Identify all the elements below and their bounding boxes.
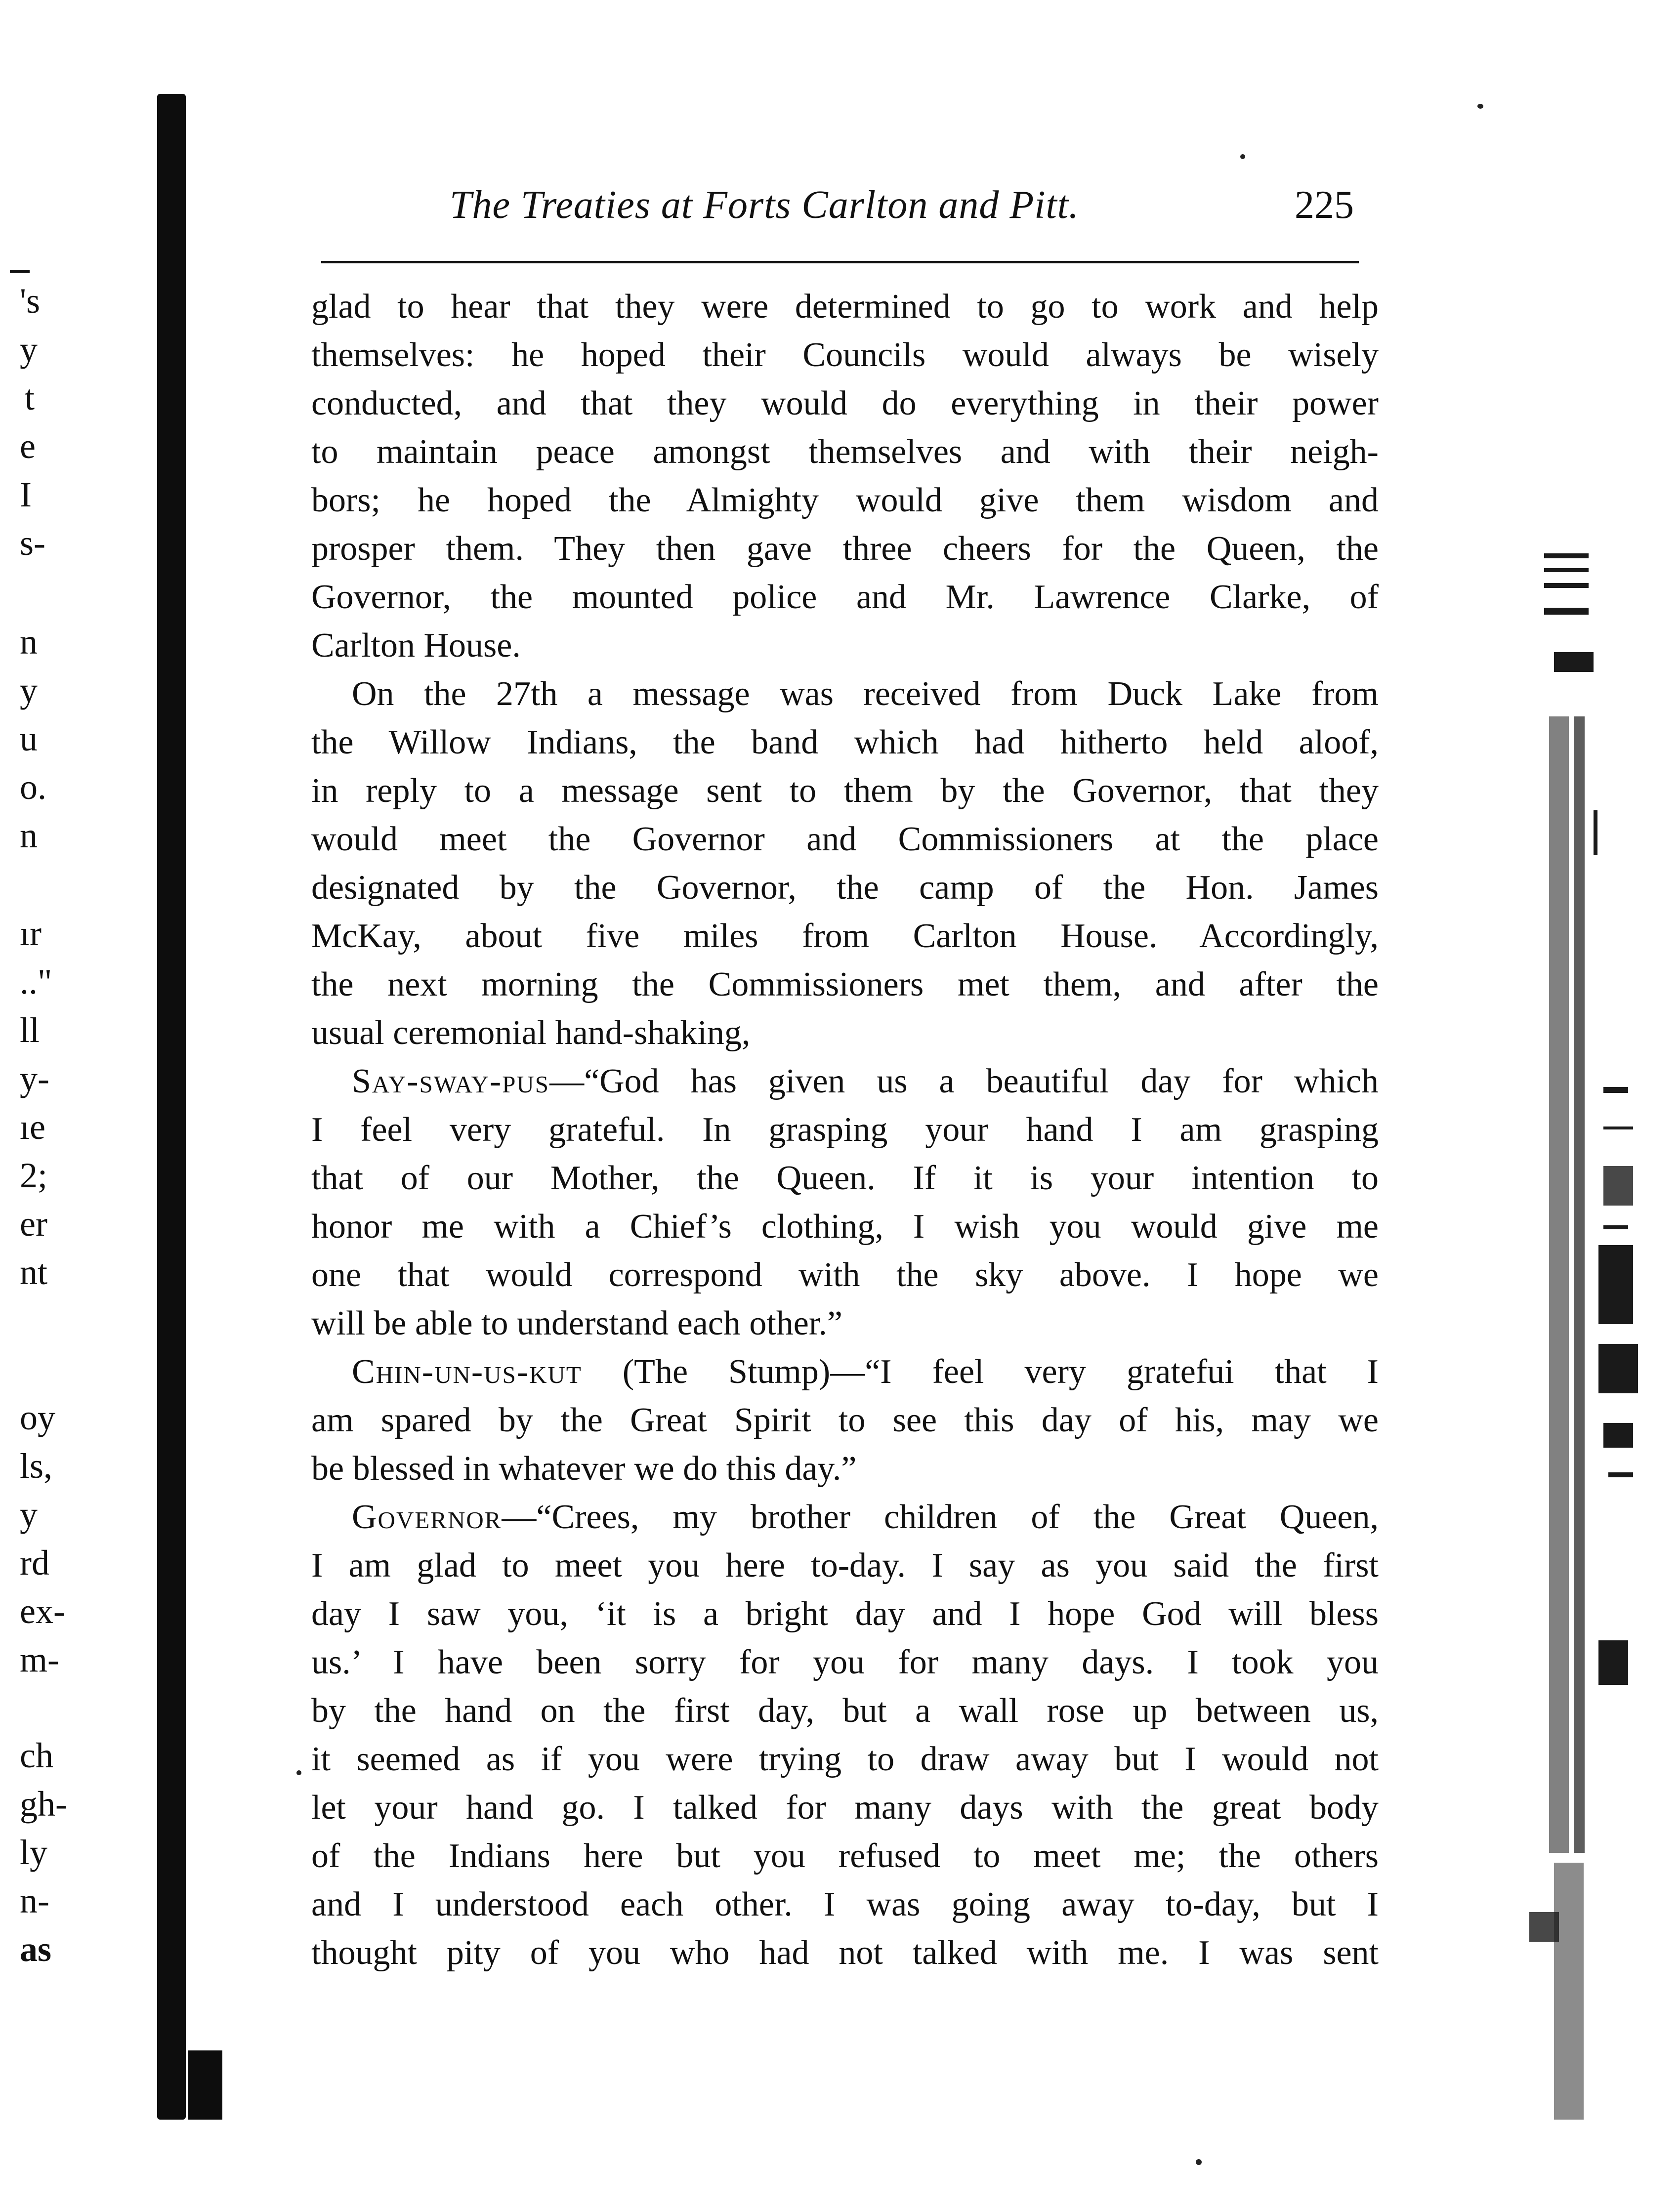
fragment: ır xyxy=(20,914,42,953)
text-line: Carlton House. xyxy=(311,626,521,665)
text-line: be blessed in whatever we do this day.” xyxy=(311,1450,857,1488)
paragraph xyxy=(311,670,1379,1057)
fragment: s- xyxy=(20,523,45,563)
fragment: .." xyxy=(20,962,52,1002)
fragment: u xyxy=(20,719,38,758)
text-line: to maintain peace amongst themselves and with their neigh- xyxy=(311,433,1379,471)
text-line: On the 27th a message was received from Duck Lake from xyxy=(352,675,1379,713)
body-text xyxy=(311,283,1379,1977)
fragment: er xyxy=(20,1204,47,1244)
fragment: ll xyxy=(20,1010,40,1050)
fragment: 's xyxy=(20,281,40,321)
text-line: would meet the Governor and Commissioners at the place xyxy=(311,820,1379,858)
speaker-name: Governor xyxy=(352,1498,502,1536)
fragment: nt xyxy=(20,1252,48,1292)
fragment: ıe xyxy=(20,1107,45,1147)
text-line: and I understood each other. I was going away to-day, but I xyxy=(311,1885,1379,1923)
fragment: ex- xyxy=(20,1591,65,1631)
speech-text: —“God has given us a beautiful day for which xyxy=(549,1062,1379,1100)
speaker-name: Say-sway-pus xyxy=(352,1062,550,1100)
fragment: 2; xyxy=(20,1156,48,1195)
text-line: usual ceremonial hand-shaking, xyxy=(311,1014,751,1052)
text-line: the Willow Indians, the band which had hitherto held aloof, xyxy=(311,723,1379,761)
adjacent-page-edge xyxy=(1524,553,1653,2125)
text-line: will be able to understand each other.” xyxy=(311,1304,842,1342)
fragment: ly xyxy=(20,1833,48,1872)
text-line: the next morning the Commissioners met them, and after the xyxy=(311,965,1379,1003)
fragment: y xyxy=(20,670,38,710)
paragraph xyxy=(311,283,1379,670)
text-line: let your hand go. I talked for many days with the great body xyxy=(311,1789,1379,1827)
text-line: us.’ I have been sorry for you for many days. I took you xyxy=(311,1643,1379,1681)
fragment: gh- xyxy=(20,1784,67,1824)
fragment: t xyxy=(25,378,35,417)
text-line: conducted, and that they would do everything in their power xyxy=(311,384,1379,422)
text-line: day I saw you, ‘it is a bright day and I hope God will bless xyxy=(311,1595,1379,1633)
running-head: The Treaties at Forts Carlton and Pitt. xyxy=(450,183,1079,227)
fragment: n- xyxy=(20,1881,49,1920)
text-line: of the Indians here but you refused to meet me; the others xyxy=(311,1837,1379,1875)
fragment: m- xyxy=(20,1640,59,1679)
speech-text: (The Stump)—“I feel very gratefui that I xyxy=(582,1353,1379,1391)
text-line: McKay, about five miles from Carlton House. Accordingly, xyxy=(311,917,1379,955)
text-line: in reply to a message sent to them by the Governor, that they xyxy=(311,772,1379,810)
speaker-name: Chin-un-us-kut xyxy=(352,1353,582,1391)
text-line xyxy=(311,1493,1379,1542)
header-rule xyxy=(321,261,1359,263)
fragment: n xyxy=(20,622,38,662)
fragment: oy xyxy=(20,1398,55,1437)
text-line: prosper them. They then gave three cheers for the Queen, the xyxy=(311,530,1379,568)
text-line: themselves: he hoped their Councils would always be wisely xyxy=(311,336,1379,374)
text-line: one that would correspond with the sky above. I hope we xyxy=(311,1256,1379,1294)
fragment: o. xyxy=(20,767,46,807)
binding-shadow xyxy=(157,94,186,2120)
text-line: Governor, the mounted police and Mr. Lawrence Clarke, of xyxy=(311,578,1379,616)
fragment: ch xyxy=(20,1736,53,1775)
paragraph xyxy=(311,1493,1379,1977)
fragment: as xyxy=(20,1929,52,1969)
text-line: am spared by the Great Spirit to see this day of his, may we xyxy=(311,1401,1379,1439)
margin-dash xyxy=(10,270,30,273)
text-line: by the hand on the first day, but a wall rose up between us, xyxy=(311,1692,1379,1730)
fragment: n xyxy=(20,816,38,855)
text-line: it seemed as if you were trying to draw away but I would not xyxy=(311,1740,1379,1778)
binding-shadow-tail xyxy=(188,2050,222,2120)
text-line: honor me with a Chief’s clothing, I wish you would give me xyxy=(311,1208,1379,1246)
text-line: thought pity of you who had not talked with me. I was sent xyxy=(311,1934,1379,1972)
paragraph xyxy=(311,1348,1379,1493)
fragment: rd xyxy=(20,1543,49,1583)
fragment: I xyxy=(20,475,32,514)
speech-text: —“Crees, my brother children of the Great Queen, xyxy=(502,1498,1379,1536)
fragment: ls, xyxy=(20,1446,53,1486)
page-number: 225 xyxy=(1295,183,1354,227)
text-line xyxy=(311,1348,1379,1396)
fragment: e xyxy=(20,426,36,466)
text-line: that of our Mother, the Queen. If it is your intention to xyxy=(311,1159,1379,1197)
text-line: I feel very grateful. In grasping your hand I am grasping xyxy=(311,1111,1379,1149)
fragment: y xyxy=(20,330,38,369)
text-line: bors; he hoped the Almighty would give them wisdom and xyxy=(311,481,1379,519)
text-line: designated by the Governor, the camp of the Hon. James xyxy=(311,869,1379,907)
fragment: y xyxy=(20,1495,38,1534)
text-line: glad to hear that they were determined to go to work and help xyxy=(311,288,1379,326)
fragment: y- xyxy=(20,1059,49,1098)
text-line: I am glad to meet you here to-day. I say as you said the first xyxy=(311,1546,1379,1585)
paragraph xyxy=(311,1057,1379,1348)
text-line xyxy=(311,1057,1379,1106)
